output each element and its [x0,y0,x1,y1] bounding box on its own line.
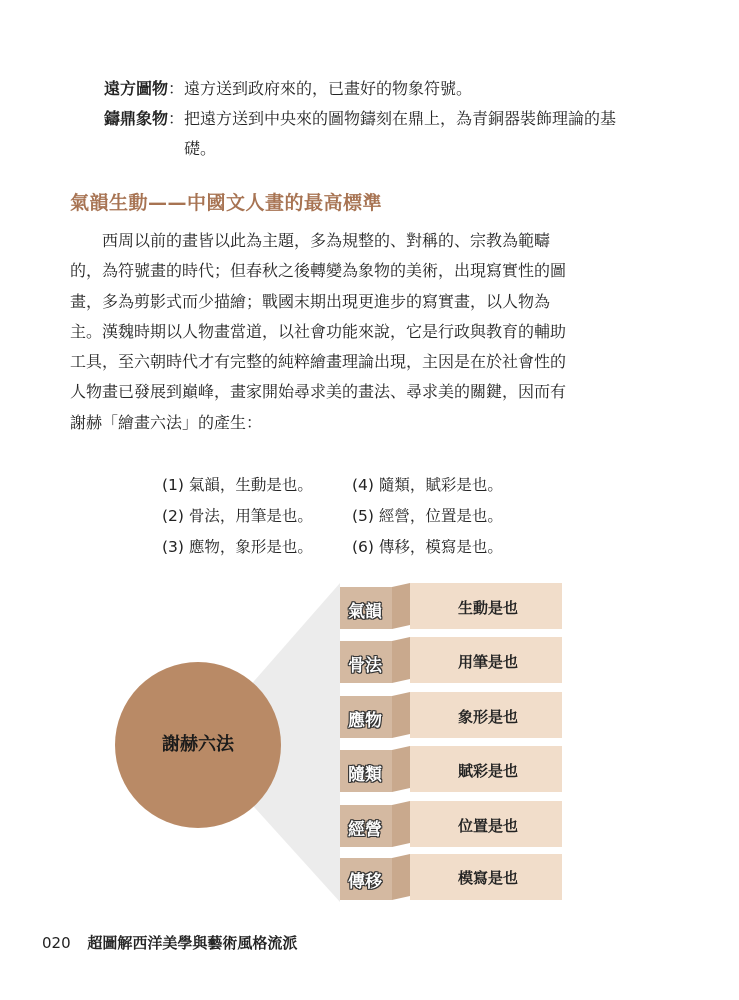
page-footer [42,932,297,953]
center-circle-label: 謝赫六法 [162,734,234,755]
diagram-fold [392,801,410,847]
diagram-item-label: 骨法 [348,656,382,676]
diagram-item-label: 隨類 [348,765,382,785]
six-method-item: (5) 經營，位置是也。 [352,507,503,525]
page-number: 020 [42,934,71,952]
diagram-item-label: 氣韻 [348,602,382,622]
paragraph-line: 謝赫「繪畫六法」的產生： [70,412,263,432]
diagram-fold [392,637,410,683]
paragraph-line: 西周以前的畫皆以此為主題，多為規整的、對稱的、宗教為範疇 [70,231,551,250]
definition-separator: ： [168,79,185,98]
diagram-item-description: 模寫是也 [457,869,518,887]
diagram-fold [392,746,410,792]
definition-description: 把遠方送到中央來的圖物鑄刻在鼎上，為青銅器裝飾理論的基礎。 [184,109,617,158]
definition-separator: ： [168,109,185,128]
diagram-fold [392,692,410,738]
definition-term: 遠方圖物 [104,79,169,98]
six-method-item: (1) 氣韻，生動是也。 [162,476,313,494]
paragraph-line: 的，為符號畫的時代；但春秋之後轉變為象物的美術，出現寫實性的圖 [70,261,567,281]
paragraph-line: 工具，至六朝時代才有完整的純粹繪畫理論出現，主因是在於社會性的 [70,352,567,372]
definition-term: 鑄鼎象物 [104,109,169,128]
book-title: 超圖解西洋美學與藝術風格流派 [87,934,298,952]
diagram-item-description: 生動是也 [457,599,518,617]
diagram-item-description: 賦彩是也 [457,762,518,780]
paragraph-line: 畫，多為剪影式而少描繪；戰國末期出現更進步的寫實畫，以人物為 [70,291,551,311]
diagram-item-label: 應物 [348,711,382,731]
definition-description: 遠方送到政府來的，已畫好的物象符號。 [184,79,473,98]
section-title: 氣韻生動——中國文人畫的最高標準 [70,192,383,214]
diagram-item-description: 用筆是也 [457,653,518,671]
six-method-item: (4) 隨類，賦彩是也。 [352,476,503,494]
diagram-item-description: 象形是也 [457,708,518,726]
diagram-fold [392,854,410,900]
paragraph-line: 主。漢魏時期以人物畫當道，以社會功能來說，它是行政與教育的輔助 [70,321,567,341]
diagram-fold [392,583,410,629]
six-method-item: (3) 應物，象形是也。 [162,538,313,556]
paragraph-line: 人物畫已發展到巔峰，畫家開始尋求美的畫法、尋求美的關鍵，因而有 [70,382,567,402]
diagram-item-label: 傳移 [348,872,382,892]
diagram-item-description: 位置是也 [457,817,518,835]
six-method-item: (2) 骨法，用筆是也。 [162,507,313,525]
six-method-item: (6) 傳移，模寫是也。 [352,538,503,556]
diagram-item-label: 經營 [348,820,382,840]
